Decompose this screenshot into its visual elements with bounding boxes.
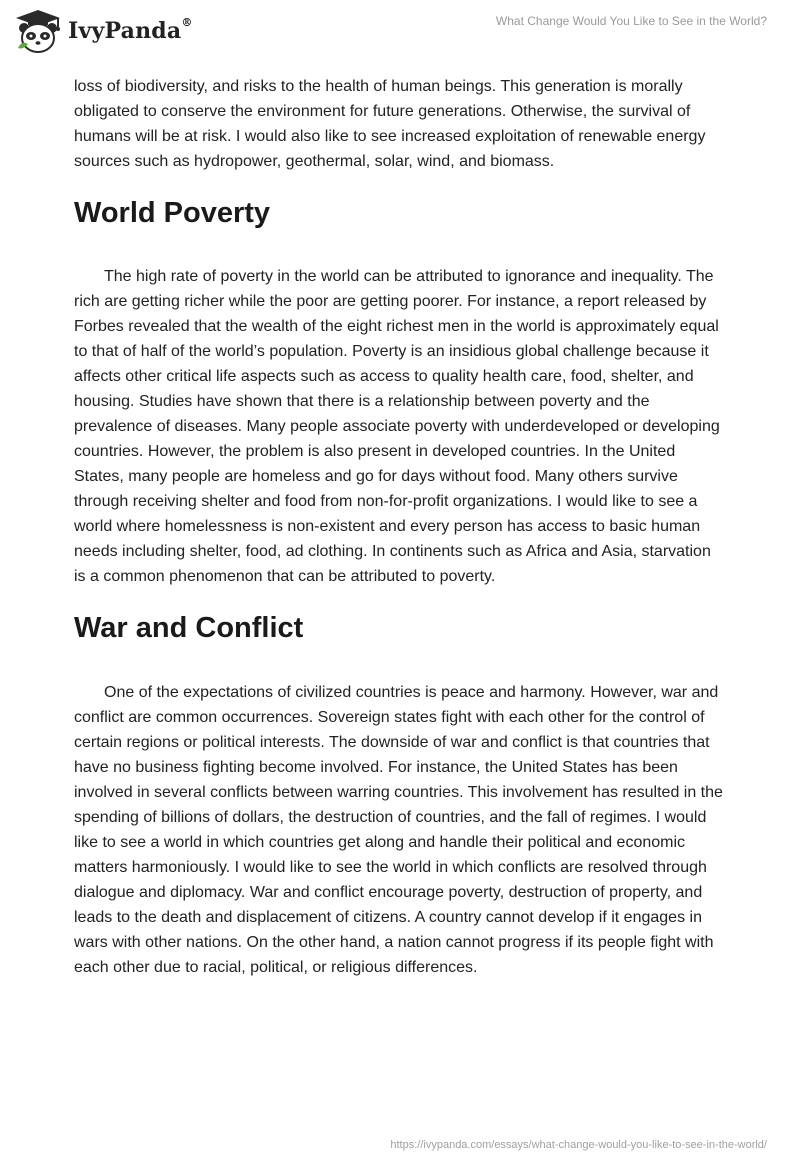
essay-content (74, 74, 724, 980)
section-heading-war-and-conflict: War and Conflict (74, 612, 304, 644)
intro-paragraph: loss of biodiversity, and risks to the health of human beings. This generation is morally obligated to conserve the environment for future generations. Otherwise, the survival of humans will be at risk. I would also like to see increased exploitation of renewable energy sources such as hydropower, geothermal, solar, wind, and biomass. (74, 78, 706, 170)
document-title: What Change Would You Like to See in the World? (495, 14, 767, 28)
war-and-conflict-paragraph: One of the expectations of civilized countries is peace and harmony. However, war and conflict are common occurrences. Sovereign states fight with each other for the control of certain regions or political interests. The downside of war and conflict is that countries that have no business fighting become involved. For instance, the United States has been involved in several conflicts between warring countries. This involvement has resulted in the spending of billions of dollars, the destruction of countries, and the fall of regimes. I would like to see a world in which countries get along and handle their political and economic matters harmoniously. I would like to see the world in which conflicts are resolved through dialogue and diplomacy. War and conflict encourage poverty, destruction of property, and leads to the death and displacement of citizens. A country cannot develop if it engages in wars with other nations. On the other hand, a nation cannot progress if its people fight with each other due to racial, political, or religious differences. (74, 684, 723, 976)
source-url[interactable]: https://ivypanda.com/essays/what-change-would-you-like-to-see-in-the-world/ (390, 1139, 767, 1151)
page-header (0, 0, 800, 62)
world-poverty-paragraph: The high rate of poverty in the world can be attributed to ignorance and inequality. The rich are getting richer while the poor are getting poorer. For instance, a report released by Forbes revealed that the wealth of the eight richest men in the world is approximately equal to that of half of the world’s population. Poverty is an insidious global challenge because it affects other critical life aspects such as access to quality health care, food, shelter, and housing. Studies have shown that there is a relationship between poverty and the prevalence of diseases. Many people associate poverty with underdeveloped or developing countries. However, the problem is also present in developed countries. In the United States, many people are homeless and go for days without food. Many others survive through receiving shelter and food from non-for-profit organizations. I would like to see a world where homelessness is non-existent and every person has access to basic human needs including shelter, food, ad clothing. In continents such as Africa and Asia, starvation is a common phenomenon that can be attributed to poverty. (74, 268, 720, 585)
brand-name: IvyPanda® (68, 15, 193, 44)
section-heading-world-poverty: World Poverty (74, 197, 271, 229)
ivypanda-logo[interactable] (14, 8, 193, 54)
panda-graduate-icon (14, 8, 62, 54)
